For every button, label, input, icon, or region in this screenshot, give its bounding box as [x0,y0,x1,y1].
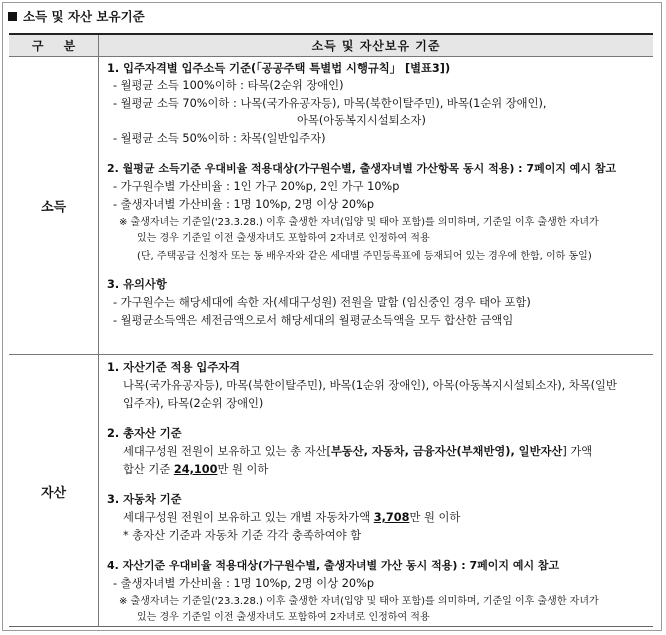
asset-label: 자산 [9,355,99,627]
income-s1-title: 1. 입주자격별 입주소득 기준(「공공주택 특별법 시행규칙」 [별표3]) [107,62,451,75]
income-s2-note: (단, 주택공급 신청자 또는 동 배우자와 같은 세대별 주민등록표에 등재되어 있는 경우에 한함, 이하 동일) [137,251,592,262]
section-title: 소득 및 자산 보유기준 [23,9,145,24]
asset-s1-line: 입주자), 타목(2순위 장애인) [123,397,264,410]
asset-s3-text: 세대구성원 전원이 보유하고 있는 개별 자동차가액 [123,511,374,524]
table-header-row [9,35,653,57]
header-category: 구 분 [9,35,99,56]
asset-s4-note: 있는 경우 기준일 이전 출생자녀도 포함하여 2자녀로 인정하여 적용 [137,612,430,623]
asset-s2-line1 [123,445,592,459]
asset-s2-title: 2. 총자산 기준 [107,427,182,440]
asset-s1-title: 1. 자산기준 적용 입주자격 [107,361,241,374]
asset-row [9,355,653,627]
asset-s2-asset-types: 부동산, 자동차, 금융자산(부채반영), 일반자산 [330,445,563,458]
square-bullet-icon [8,12,17,21]
income-s2-item: - 가구원수별 가산비율 : 1인 가구 20%p, 2인 가구 10%p [113,180,400,193]
income-s1-item: 아목(아동복지시설퇴소자) [297,114,426,127]
asset-s2-text: 만 원 이하 [217,463,269,476]
asset-s3-title: 3. 자동차 기준 [107,493,182,506]
asset-s3-line1 [123,511,460,525]
income-s2-note: 있는 경우 기준일 이전 출생자녀도 포함하여 2자녀로 인정하여 적용 [137,233,430,244]
total-asset-limit: 24,100 [173,463,218,476]
asset-s2-line2 [123,463,268,477]
header-criteria: 소득 및 자산보유 기준 [311,39,441,53]
income-s1-item: - 월평균 소득 70%이하 : 나목(국가유공자등), 마목(북한이탈주민), 바목(1순위 장애인), [113,97,547,110]
income-s3-item: - 가구원수는 해당세대에 속한 자(세대구성원) 전원을 말함 (임신중인 경우 태아 포함) [113,296,531,309]
income-s1-item: - 월평균 소득 50%이하 : 차목(일반입주자) [113,132,326,145]
income-s1-item: - 월평균 소득 100%이하 : 타목(2순위 장애인) [113,79,344,92]
asset-s2-text: ] 가액 [562,445,593,458]
asset-s2-text: 세대구성원 전원이 보유하고 있는 총 자산[ [123,445,331,458]
asset-s2-text: 합산 기준 [123,463,174,476]
asset-criteria [99,355,653,627]
asset-s4-note: ※ 출생자녀는 기준일('23.3.28.) 이후 출생한 자녀(입양 및 태아 포함)를 의미하며, 기준일 이후 출생한 자녀가 [119,596,599,607]
section-heading [8,7,145,25]
asset-s3-text: 만 원 이하 [409,511,461,524]
asset-s4-item: - 출생자녀별 가산비율 : 1명 10%p, 2명 이상 20%p [113,577,375,590]
income-s2-note: ※ 출생자녀는 기준일('23.3.28.) 이후 출생한 자녀(입양 및 태아 포함)를 의미하며, 기준일 이후 출생한 자녀가 [119,217,599,228]
vehicle-value-limit: 3,708 [373,511,410,524]
asset-s1-line: 나목(국가유공자등), 마목(북한이탈주민), 바목(1순위 장애인), 아목(아동복지시설퇴소자), 차목(일반 [123,379,617,392]
income-s3-title: 3. 유의사항 [107,278,167,291]
income-criteria [99,57,653,354]
income-label: 소득 [9,57,99,354]
asset-s4-title: 4. 자산기준 우대비율 적용대상(가구원수별, 출생자녀별 가산 동시 적용) : 7페이지 예시 참고 [107,559,560,572]
asset-s3-note: * 총자산 기준과 자동차 기준 각각 충족하여야 함 [123,529,362,542]
income-s2-item: - 출생자녀별 가산비율 : 1명 10%p, 2명 이상 20%p [113,198,375,211]
income-s3-item: - 월평균소득액은 세전금액으로서 해당세대의 월평균소득액을 모두 합산한 금액임 [113,314,514,327]
criteria-table [9,33,653,627]
income-s2-title: 2. 월평균 소득기준 우대비율 적용대상(가구원수별, 출생자녀별 가산항목 동시 적용) : 7페이지 예시 참고 [107,162,617,175]
income-row [9,57,653,355]
